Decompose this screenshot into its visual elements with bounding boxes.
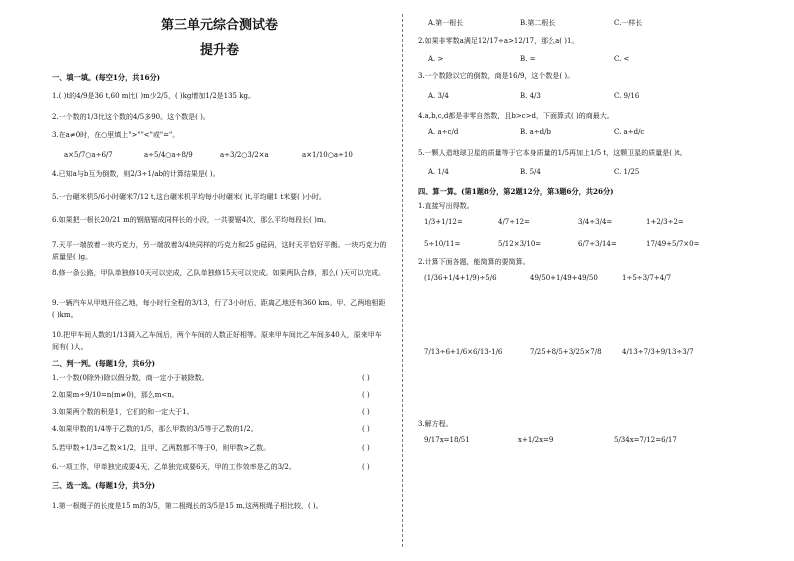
judge-q1: 1.一个数(0除外)除以假分数，商一定小于被除数。 [52,374,209,382]
equation-item: 5/34x=7/12=6/17 [614,436,677,444]
section-1-header: 一、填一填。(每空1分，共16分) [52,73,161,82]
compare-item-4: a×1/10○a÷10 [302,151,353,159]
choose-q3: 3.一个数除以它的倒数，商是16/9，这个数是( )。 [418,72,575,80]
c5-option-c[interactable]: C. 1/25 [614,168,640,176]
simplify-item: (1/36+1/4+1/9)÷5/6 [424,274,497,282]
judge-q3: 3.如果两个数的积是1，它们的和一定大于1。 [52,408,194,416]
compare-item-1: a×5/7○a÷6/7 [64,151,113,159]
fill-q3: 3.在a≠0时，在○里填上">""<"或"="。 [52,131,180,139]
fill-q4: 4.已知a与b互为倒数，则2/3÷1/ab的计算结果是( )。 [52,170,220,178]
answer-paren[interactable]: ( ) [362,463,370,471]
calc-q1: 1.直接写出得数。 [418,202,474,210]
answer-paren[interactable]: ( ) [362,444,370,452]
judge-q2: 2.如果m÷9/10=n(m≠0)，那么m<n。 [52,391,179,399]
answer-paren[interactable]: ( ) [362,374,370,382]
c3-option-c[interactable]: C. 9/16 [614,92,640,100]
c1-option-a[interactable]: A.第一根长 [428,19,464,27]
c5-option-a[interactable]: A. 1/4 [428,168,449,176]
c3-option-a[interactable]: A. 3/4 [428,92,449,100]
judge-q5: 5.若甲数÷1/3=乙数×1/2，且甲、乙两数都不等于0，则甲数>乙数。 [52,444,271,452]
equation-item: x+1/2x=9 [518,436,554,444]
section-4-header: 四、算一算。(第1题8分，第2题12分，第3题6分，共26分) [418,187,614,196]
c4-option-a[interactable]: A. a÷c/d [428,128,459,136]
fill-q8: 8.修一条公路，甲队单独修10天可以完成，乙队单独修15天可以完成。如果两队合修，那么( )天可以完成。 [52,269,386,277]
section-2-header: 二、判一判。(每题1分，共6分) [52,359,156,368]
calc-item: 6/7÷3/14= [578,240,617,248]
fill-q7: 7.天平一端放着一块巧克力，另一端放着3/4块同样的巧克力和25 g砝码，这时天平恰好平衡。一块巧克力的质量是( )g。 [52,241,387,261]
calc-item: 1+2/3÷2= [646,218,684,226]
column-divider [402,14,403,547]
c1-option-b[interactable]: B.第二根长 [520,19,556,27]
calc-item: 5÷10/11= [424,240,461,248]
compare-item-2: a÷5/4○a÷8/9 [144,151,193,159]
judge-q4: 4.如果甲数的1/4等于乙数的1/5，那么甲数的3/5等于乙数的1/2。 [52,425,258,433]
fill-q9: 9.一辆汽车从甲地开往乙地，每小时行全程的3/13，行了3小时后，距离乙地还有360 km。甲、乙两地相距( )km。 [52,299,386,319]
fill-q6: 6.如果把一根长20/21 m的钢筋锯成同样长的小段，一共要锯4次，那么平均每段长( )m。 [52,216,331,224]
simplify-item: 4/13÷7/3+9/13÷3/7 [622,348,694,356]
calc-item: 5/12×3/10= [498,240,542,248]
choose-q2: 2.如果非零数a满足12/17÷a>12/17，那么a( )1。 [418,37,579,45]
calc-q2: 2.计算下面各题，能简算的要简算。 [418,258,530,266]
c2-option-c[interactable]: C. < [614,55,630,63]
fill-q2: 2.一个数的1/3比这个数的4/5多90。这个数是( )。 [52,113,210,121]
compare-item-3: a÷3/2○3/2×a [220,151,269,159]
c4-option-c[interactable]: C. a÷d/c [614,128,645,136]
calc-q3: 3.解方程。 [418,420,453,428]
section-3-header: 三、选一选。(每题1分，共5分) [52,481,156,490]
calc-item: 17/49+5/7×0= [646,240,700,248]
page-subtitle: 提升卷 [199,43,239,58]
simplify-item: 49/50+1/49+49/50 [530,274,598,282]
judge-q6: 6.一项工作，甲单独完成要4天，乙单独完成要6天，甲的工作效率是乙的3/2。 [52,463,296,471]
fill-q10: 10.把甲车间人数的1/13调入乙车间后，两个车间的人数正好相等。原来甲车间比乙车间多40人，原来甲车间有( )人。 [52,331,382,351]
calc-item: 3/4÷3/4= [578,218,613,226]
choose-q1: 1.第一根绳子的长度是15 m的3/5，第二根绳长的3/5是15 m,这两根绳子相比较，( )。 [52,502,323,510]
simplify-item: 7/13÷6+1/6×6/13-1/6 [424,348,503,356]
left-column [52,0,387,561]
right-column [418,0,708,561]
answer-paren[interactable]: ( ) [362,425,370,433]
calc-item: 1/3+1/12= [424,218,463,226]
page-title: 第三单元综合测试卷 [160,18,278,33]
fill-q1: 1.( )t的4/9是36 t,60 m比( )m少2/5，( )kg增加1/2是135 kg。 [52,92,255,100]
simplify-item: 7/25+8/5+3/25×7/8 [530,348,602,356]
c1-option-c[interactable]: C.一样长 [614,19,643,27]
equation-item: 9/17x=18/51 [424,436,470,444]
c2-option-a[interactable]: A. > [428,55,444,63]
fill-q5: 5.一台碾米机5/6小时碾米7/12 t,这台碾米机平均每小时碾米( )t,平均碾1 t米要( )小时。 [52,193,326,201]
answer-paren[interactable]: ( ) [362,408,370,416]
calc-item: 4/7÷12= [498,218,530,226]
c4-option-b[interactable]: B. a÷d/b [520,128,551,136]
answer-paren[interactable]: ( ) [362,391,370,399]
choose-q5: 5.一颗人造地球卫星的质量等于它本身质量的1/5再加上1/5 t，这颗卫星的质量是( )t。 [418,149,687,157]
c3-option-b[interactable]: B. 4/3 [520,92,541,100]
simplify-item: 1÷5÷3/7+4/7 [622,274,672,282]
choose-q4: 4.a,b,c,d都是非零自然数，且b>c>d，下面算式( )的商最大。 [418,112,614,120]
c2-option-b[interactable]: B. = [520,55,536,63]
c5-option-b[interactable]: B. 5/4 [520,168,541,176]
